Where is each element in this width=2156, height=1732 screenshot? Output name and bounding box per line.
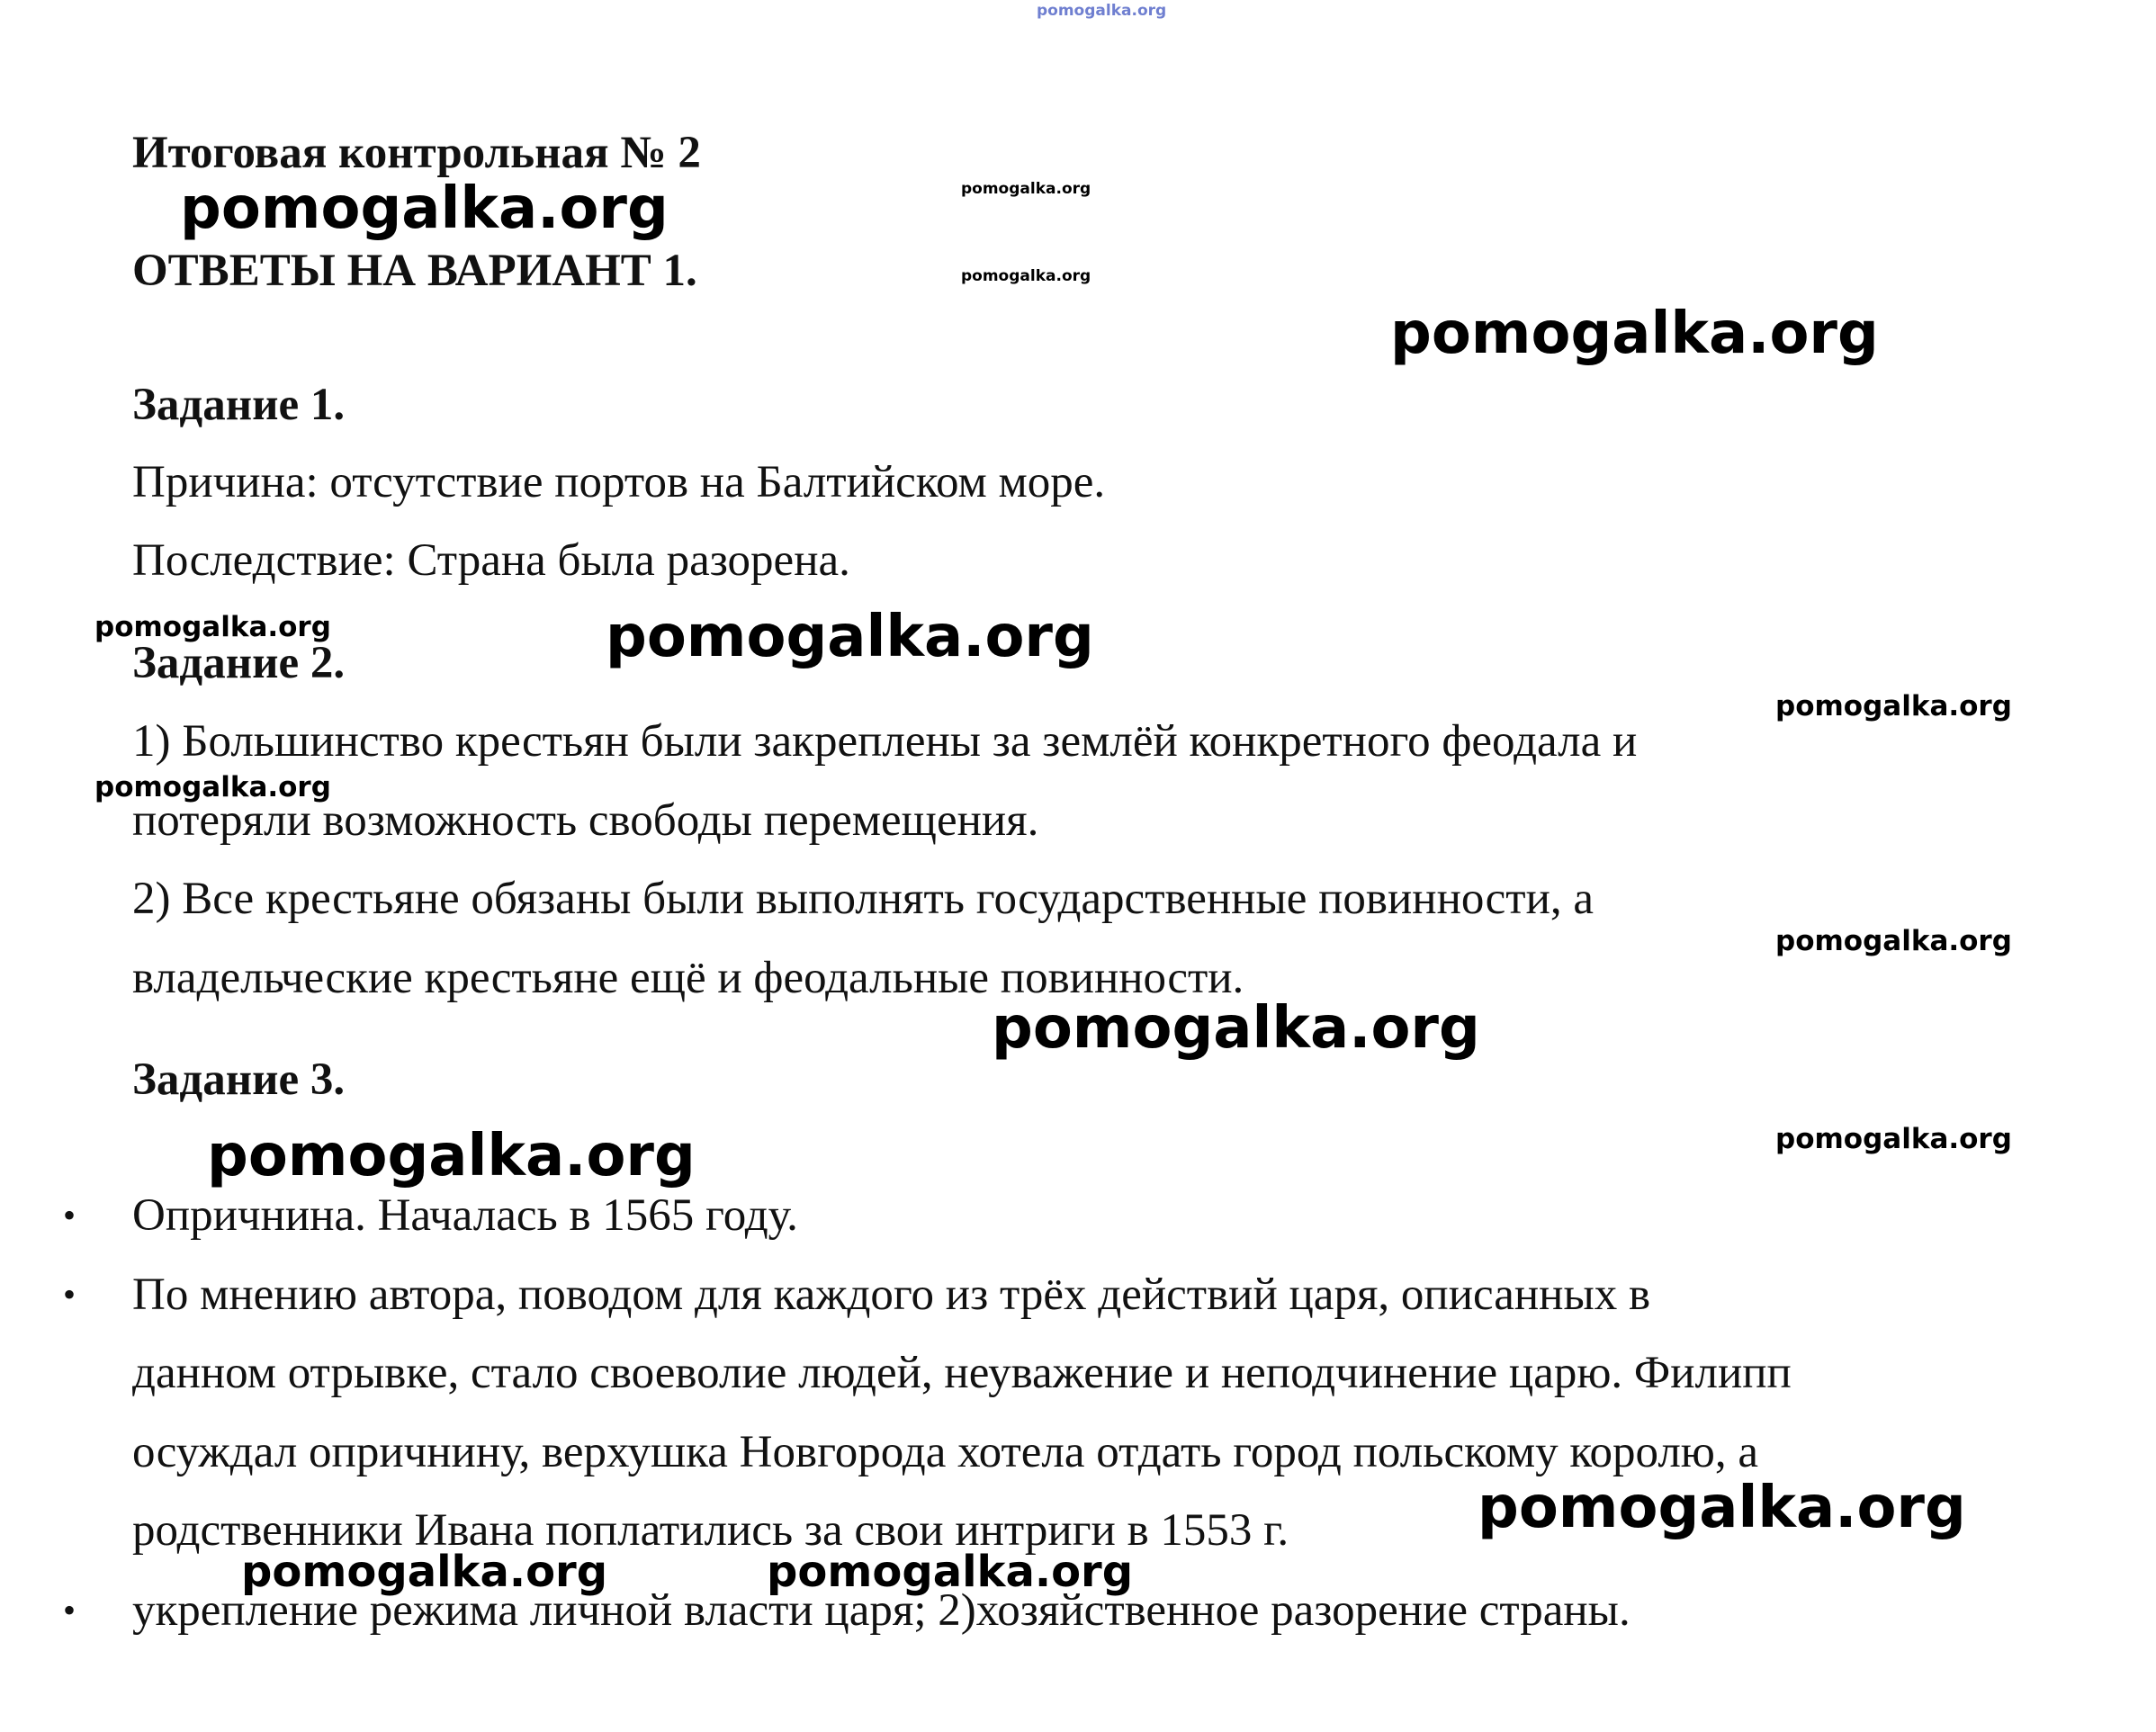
task-3-bullet-line: осуждал опричнину, верхушка Новгорода хотела отдать город польскому королю, а (132, 1427, 1759, 1477)
task-3-heading: Задание 3. (132, 1054, 346, 1105)
watermark-medium: pomogalka.org (1775, 1123, 2012, 1155)
task-1-line: Последствие: Страна была разорена. (132, 535, 850, 586)
watermark-medium: pomogalka.org (1775, 925, 2012, 957)
watermark-small: pomogalka.org (961, 180, 1091, 198)
watermark-small: pomogalka.org (961, 267, 1091, 285)
watermark-top: pomogalka.org (1037, 2, 1167, 20)
task-3-bullet-line: родственники Ивана поплатились за свои интриги в 1553 г. (132, 1505, 1289, 1556)
task-2-line: потеряли возможность свободы перемещения. (132, 795, 1039, 846)
watermark-medium-large: pomogalka.org (241, 1547, 608, 1597)
task-2-line: 1) Большинство крестьян были закреплены за землёй конкретного феодала и (132, 716, 1638, 767)
watermark-medium-large: pomogalka.org (767, 1547, 1134, 1597)
watermark-large: pomogalka.org (1390, 301, 1879, 367)
task-3-bullet-line: данном отрывке, стало своеволие людей, неуважение и неподчинение царю. Филипп (132, 1348, 1792, 1398)
watermark-medium: pomogalka.org (94, 611, 331, 643)
task-2-heading: Задание 2. (132, 638, 346, 688)
bullet-marker: • (63, 1195, 76, 1235)
watermark-large: pomogalka.org (1478, 1475, 1966, 1541)
task-2-line: владельческие крестьяне ещё и феодальные повинности. (132, 953, 1244, 1003)
task-1-heading: Задание 1. (132, 380, 346, 430)
task-3-bullet-line: укрепление режима личной власти царя; 2)хозяйственное разорение страны. (132, 1585, 1630, 1636)
watermark-large: pomogalka.org (207, 1123, 696, 1189)
document-subtitle: ОТВЕТЫ НА ВАРИАНТ 1. (132, 246, 697, 296)
task-3-bullet-line: По мнению автора, поводом для каждого из трёх действий царя, описанных в (132, 1270, 1651, 1320)
watermark-large: pomogalka.org (992, 995, 1480, 1062)
task-2-line: 2) Все крестьяне обязаны были выполнять государственные повинности, а (132, 874, 1595, 924)
watermark-medium: pomogalka.org (94, 771, 331, 803)
task-3-bullet-line: Опричнина. Началась в 1565 году. (132, 1190, 798, 1241)
watermark-large: pomogalka.org (180, 175, 669, 242)
document-title: Итоговая контрольная № 2 (132, 128, 701, 178)
task-1-line: Причина: отсутствие портов на Балтийском море. (132, 457, 1106, 507)
bullet-marker: • (63, 1590, 76, 1630)
watermark-medium: pomogalka.org (1775, 690, 2012, 722)
watermark-large: pomogalka.org (606, 604, 1094, 670)
bullet-marker: • (63, 1274, 76, 1315)
